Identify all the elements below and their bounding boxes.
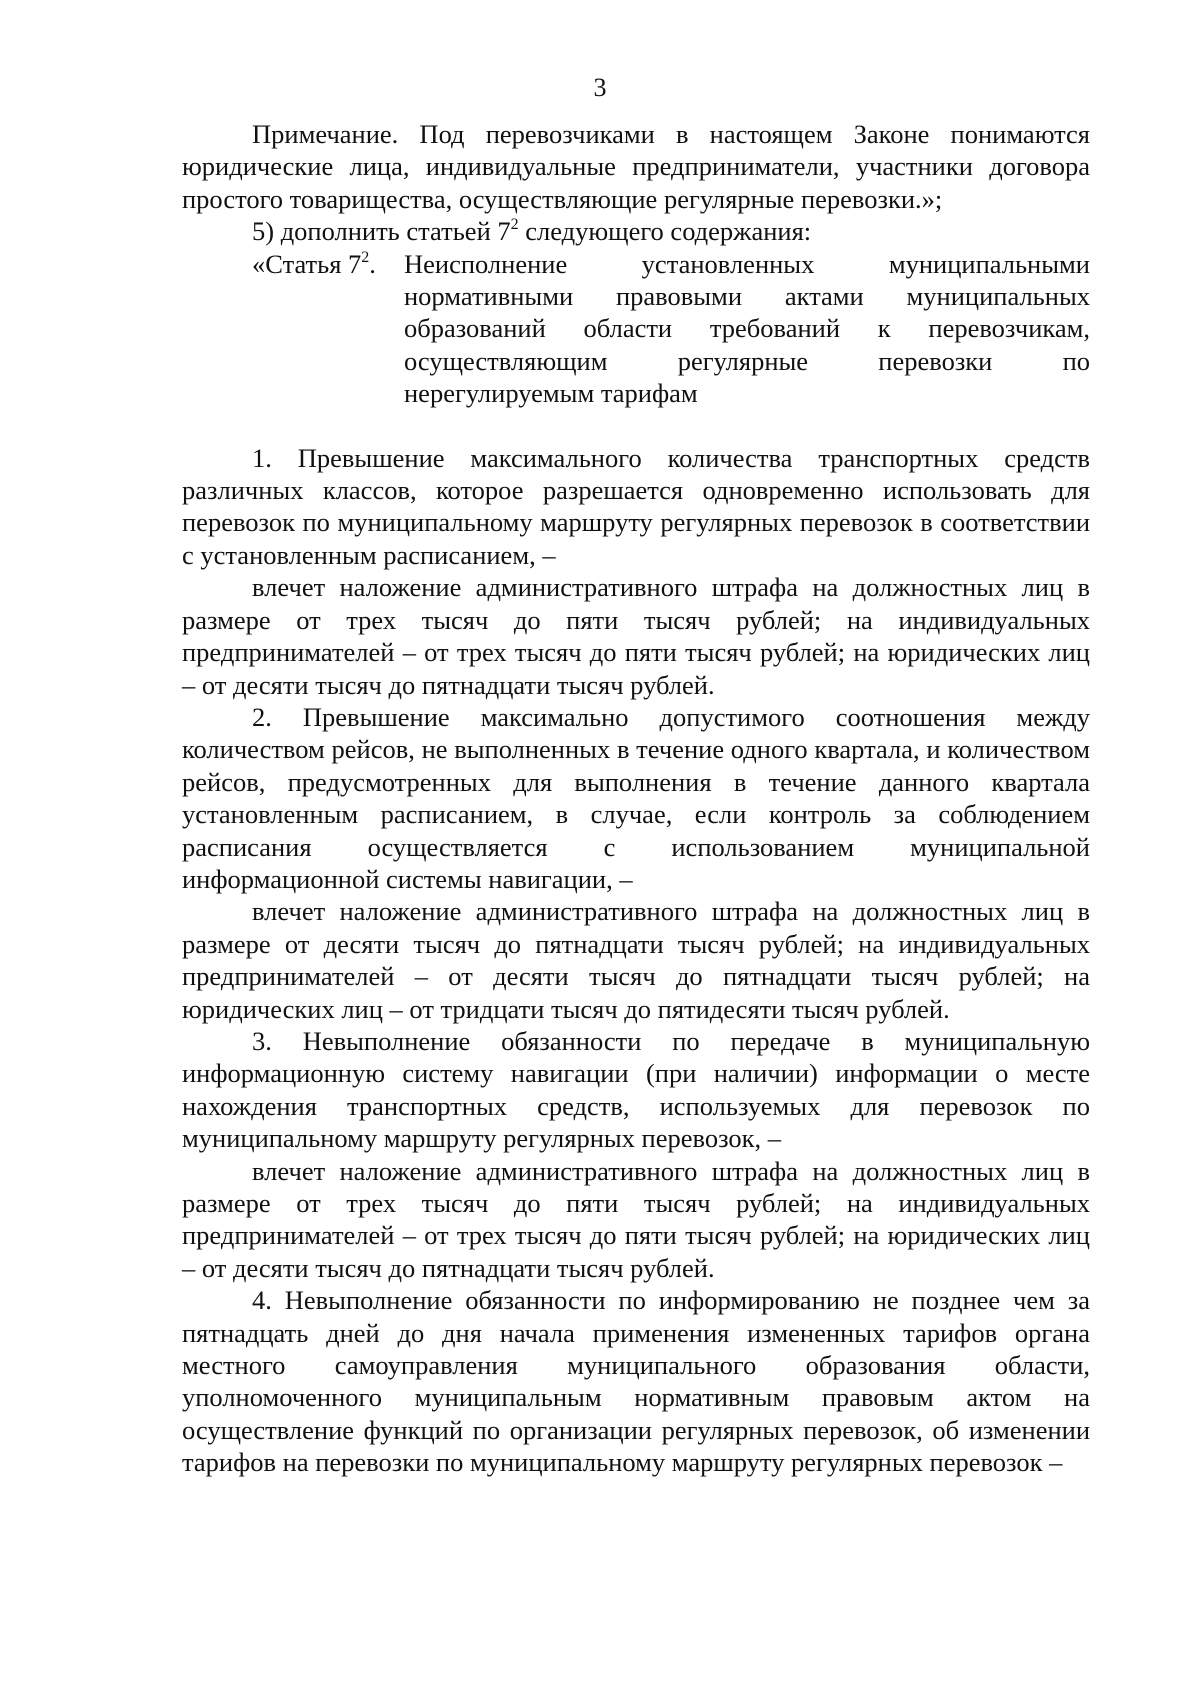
part-2-penalty: влечет наложение административного штрафа на должностных лиц в размере от десяти тысяч до пятнадцати тысяч рублей; на индивидуальных предпринимателей – от десяти тысяч до пятнадцати тысяч рублей; на юридических лиц – от тридцати тысяч до пятидесяти тысяч рублей. (182, 896, 1090, 1024)
part-1-penalty: влечет наложение административного штрафа на должностных лиц в размере от трех тысяч до пяти тысяч рублей; на индивидуальных предпринимателей – от трех тысяч до пяти тысяч рублей; на юридических лиц – от десяти тысяч до пятнадцати тысяч рублей. (182, 572, 1090, 700)
part-3-paragraph: 3. Невыполнение обязанности по передаче в муниципальную информационную систему навигации (при наличии) информации о месте нахождения транспортных средств, используемых для перевозок по муниципальному маршруту регулярных перевозок, – (182, 1025, 1090, 1154)
note-paragraph: Примечание. Под перевозчиками в настоящем Законе понимаются юридические лица, индивидуальные предприниматели, участники договора простого товарищества, осуществляющие регулярные перевозки.»; (182, 119, 1090, 214)
article-label (252, 248, 404, 410)
item-5-superscript: 2 (510, 216, 519, 234)
document-body (182, 118, 1090, 1479)
heading-spacer (182, 410, 1090, 442)
item-5-text-before: 5) дополнить статьей 7 (252, 216, 511, 247)
article-label-superscript: 2 (361, 248, 370, 266)
article-label-after: . (369, 248, 376, 279)
part-1-paragraph: 1. Превышение максимального количества транспортных средств различных классов, которое разрешается одновременно использовать для перевозок по муниципальному маршруту регулярных перевозок в соответствии с установленным расписанием, – (182, 442, 1090, 570)
page-number: 3 (593, 73, 607, 102)
article-heading (252, 248, 1090, 410)
article-title: Неисполнение установленных муниципальными нормативными правовыми актами муниципальных образований области требований к перевозчикам, осуществляющим регулярные перевозки по нерегулируемым тарифам (404, 248, 1090, 409)
part-4-paragraph: 4. Невыполнение обязанности по информированию не позднее чем за пятнадцать дней до дня начала применения измененных тарифов органа местного самоуправления муниципального образования области, уполномоченного муниципальным нормативным правовым актом на осуществление функций по организации регулярных перевозок, об изменении тарифов на перевозки по муниципальному маршруту регулярных перевозок – (182, 1285, 1090, 1478)
item-5-text-after: следующего содержания: (518, 216, 812, 247)
part-3-penalty: влечет наложение административного штрафа на должностных лиц в размере от трех тысяч до пяти тысяч рублей; на индивидуальных предпринимателей – от трех тысяч до пяти тысяч рублей; на юридических лиц – от десяти тысяч до пятнадцати тысяч рублей. (182, 1155, 1090, 1283)
article-label-before: «Статья 7 (252, 248, 362, 279)
item-5-paragraph (182, 215, 1090, 247)
part-2-paragraph: 2. Превышение максимально допустимого соотношения между количеством рейсов, не выполненных в течение одного квартала, и количеством рейсов, предусмотренных для выполнения в течение данного квартала установленным расписанием, в случае, если контроль за соблюдением расписания осуществляется с использованием муниципальной информационной системы навигации, – (182, 701, 1090, 894)
